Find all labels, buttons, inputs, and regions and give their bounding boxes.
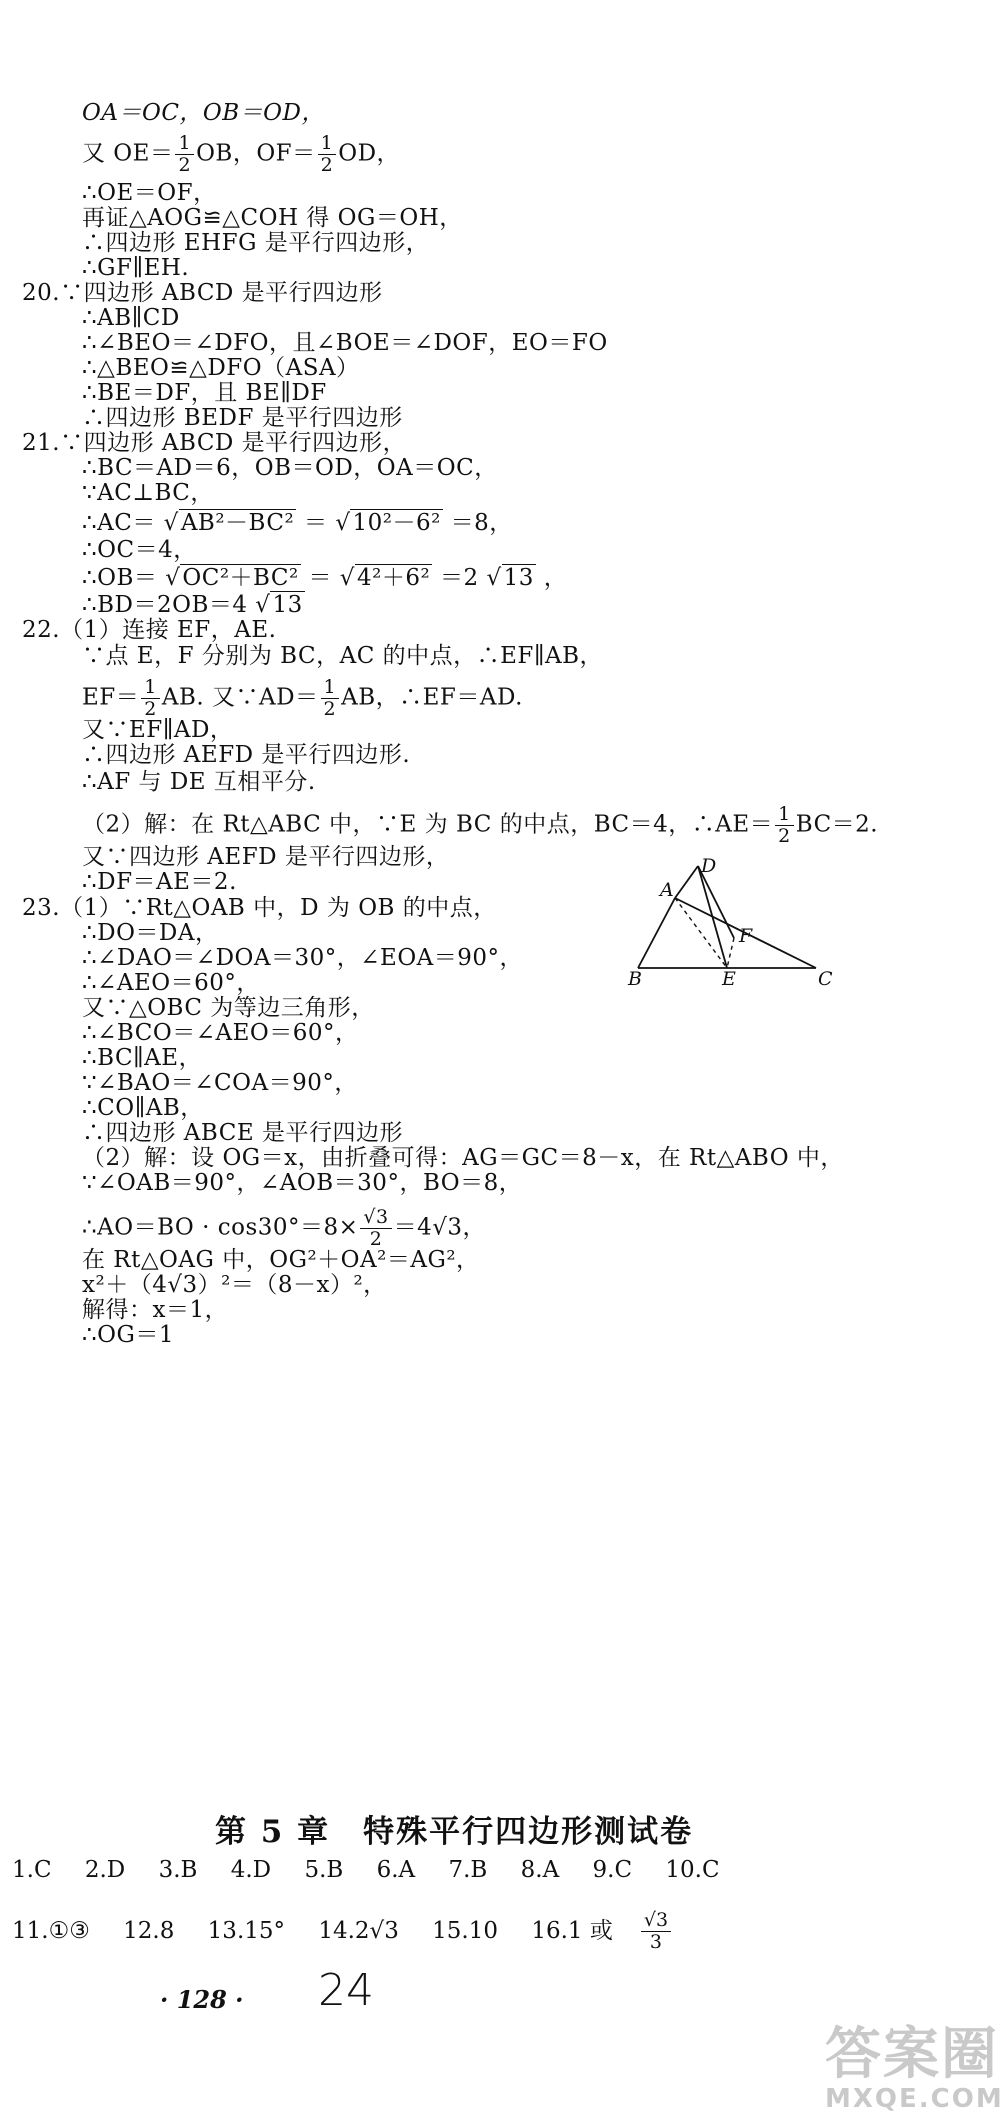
- text-line: ∴DO＝DA，: [82, 920, 219, 946]
- segment-ab: [638, 898, 675, 968]
- text-line: 又 OE＝ $\frac{1}{2}$ OB，OF＝ $\frac{1}{2}$ OD，: [82, 132, 401, 176]
- text-line: 解得：x＝1，: [82, 1297, 229, 1323]
- answer-3: 3.B: [158, 1857, 198, 1883]
- fraction: $\frac{1}{2}$: [775, 804, 794, 847]
- text-line: ∴四边形 BEDF 是平行四边形: [82, 405, 403, 431]
- label-c: C: [818, 968, 833, 990]
- page-number: · 128 ·: [160, 1985, 244, 2014]
- text-line: ∵∠BAO＝∠COA＝90°，: [82, 1070, 358, 1096]
- fraction: $\frac{1}{2}$: [175, 133, 194, 176]
- text-line: ∴OE＝OF，: [82, 180, 217, 206]
- watermark-logo: [825, 2010, 1004, 2114]
- text-line: ∵点 E，F 分别为 BC，AC 的中点，∴EF∥AB，: [82, 643, 604, 669]
- text-line: ∵∠OAB＝90°，∠AOB＝30°，BO＝8，: [82, 1170, 523, 1196]
- text-line: ∴AO＝BO · cos30°＝8× $\frac{√3}{2}$ ＝4√3，: [82, 1206, 487, 1250]
- text-line: ∴BD＝2OB＝4 √13: [82, 592, 303, 618]
- text-line: ∴OG＝1: [82, 1322, 174, 1348]
- answer-8: 8.A: [520, 1857, 560, 1883]
- text-line: 又∵△OBC 为等边三角形，: [82, 995, 375, 1021]
- text-line: 在 Rt△OAG 中，OG²＋OA²＝AG²，: [82, 1247, 480, 1273]
- text-line: （2）解：设 OG＝x，由折叠可得：AG＝GC＝8－x，在 Rt△ABO 中，: [82, 1145, 844, 1171]
- text-line: ∴BC＝AD＝6，OB＝OD，OA＝OC，: [82, 455, 498, 481]
- label-d: D: [701, 855, 717, 877]
- text-line: ∴OC＝4，: [82, 537, 197, 563]
- fraction: $\frac{1}{2}$: [141, 677, 160, 720]
- label-b: B: [628, 968, 642, 990]
- text-line: 又∵四边形 AEFD 是平行四边形，: [82, 844, 450, 870]
- text-line: ∵AC⊥BC，: [82, 480, 214, 506]
- text-line: ∴△BEO≌△DFO（ASA）: [82, 355, 360, 381]
- segment-ef: [727, 938, 734, 968]
- answer-6: 6.A: [376, 1857, 416, 1883]
- handwritten-note: 24: [318, 1965, 374, 2016]
- answer-12: 12.8: [123, 1917, 175, 1944]
- text-line: x²＋（4√3）²＝（8－x）²，: [82, 1272, 387, 1298]
- answers-row-2: [12, 1910, 723, 1953]
- answer-13: 13.15°: [207, 1917, 286, 1944]
- text-line: ∴OB＝ √OC²＋BC² ＝ √4²＋6² ＝2 √13 ，: [82, 565, 568, 591]
- answer-15: 15.10: [432, 1917, 499, 1944]
- watermark-title: 答案圈: [825, 2022, 999, 2087]
- text-line: ∴GF∥EH.: [82, 255, 190, 281]
- label-a: A: [660, 879, 674, 901]
- geometry-diagram: [628, 855, 838, 990]
- answer-5: 5.B: [304, 1857, 344, 1883]
- text-line: 23.（1）∵Rt△OAB 中，D 为 OB 的中点，: [22, 895, 497, 921]
- text-line: ∴BE＝DF，且 BE∥DF: [82, 380, 327, 406]
- answer-14: 14.2√3: [318, 1917, 399, 1944]
- text-line: ∴四边形 EHFG 是平行四边形，: [82, 230, 430, 256]
- answer-2: 2.D: [84, 1857, 126, 1883]
- fraction: $\frac{1}{2}$: [318, 133, 337, 176]
- text-line: 22.（1）连接 EF，AE.: [22, 617, 277, 643]
- text-line: ∴∠BEO＝∠DFO，且∠BOE＝∠DOF，EO＝FO: [82, 330, 608, 356]
- text-line: ∴BC∥AE，: [82, 1045, 203, 1071]
- answer-9: 9.C: [592, 1857, 633, 1883]
- text-line: OA＝OC，OB＝OD，: [82, 100, 325, 126]
- fraction: $\frac{√3}{3}$: [641, 1910, 697, 1953]
- text-line: EF＝ $\frac{1}{2}$ AB. 又∵AD＝ $\frac{1}{2}$ AB，∴EF＝AD.: [82, 676, 523, 720]
- text-line: ∴AC＝ √AB²－BC² ＝ √10²－6² ＝8，: [82, 510, 513, 536]
- answer-11: 11.①③: [12, 1917, 90, 1944]
- text-line: 再证△AOG≌△COH 得 OG＝OH，: [82, 205, 463, 231]
- text-line: ∴CO∥AB，: [82, 1095, 204, 1121]
- text-line: ∴四边形 ABCE 是平行四边形: [82, 1120, 403, 1146]
- watermark-url: MXQE.COM: [825, 2084, 1004, 2114]
- fraction: $\frac{1}{2}$: [321, 677, 340, 720]
- text-line: ∴AF 与 DE 互相平分.: [82, 769, 316, 795]
- answers-row-1: [12, 1855, 746, 1885]
- text-line: ∴AB∥CD: [82, 305, 180, 331]
- label-f: F: [739, 925, 753, 947]
- fraction: $\frac{√3}{2}$: [360, 1207, 391, 1250]
- chapter-title: 第 5 章 特殊平行四边形测试卷: [215, 1814, 694, 1850]
- text-line: （2）解：在 Rt△ABC 中，∵E 为 BC 的中点，BC＝4，∴AE＝ $\frac{1}{2}$ BC＝2.: [82, 803, 879, 847]
- answer-10: 10.C: [665, 1857, 720, 1883]
- segment-ad: [675, 866, 698, 898]
- text-line: ∴四边形 AEFD 是平行四边形.: [82, 742, 411, 768]
- text-line: ∴∠AEO＝60°，: [82, 970, 260, 996]
- text-line: ∴∠DAO＝∠DOA＝30°，∠EOA＝90°，: [82, 945, 524, 971]
- answer-7: 7.B: [448, 1857, 488, 1883]
- text-line: 20.∵四边形 ABCD 是平行四边形: [22, 280, 383, 306]
- answer-16: 16.1 或 $\frac{√3}{3}$: [531, 1918, 723, 1944]
- text-line: 又∵EF∥AD，: [82, 717, 234, 743]
- text-line: ∴∠BCO＝∠AEO＝60°，: [82, 1020, 359, 1046]
- answer-4: 4.D: [230, 1857, 272, 1883]
- text-line: ∴DF＝AE＝2.: [82, 869, 237, 895]
- answer-1: 1.C: [12, 1857, 52, 1883]
- label-e: E: [722, 968, 736, 990]
- text-line: 21.∵四边形 ABCD 是平行四边形，: [22, 430, 407, 456]
